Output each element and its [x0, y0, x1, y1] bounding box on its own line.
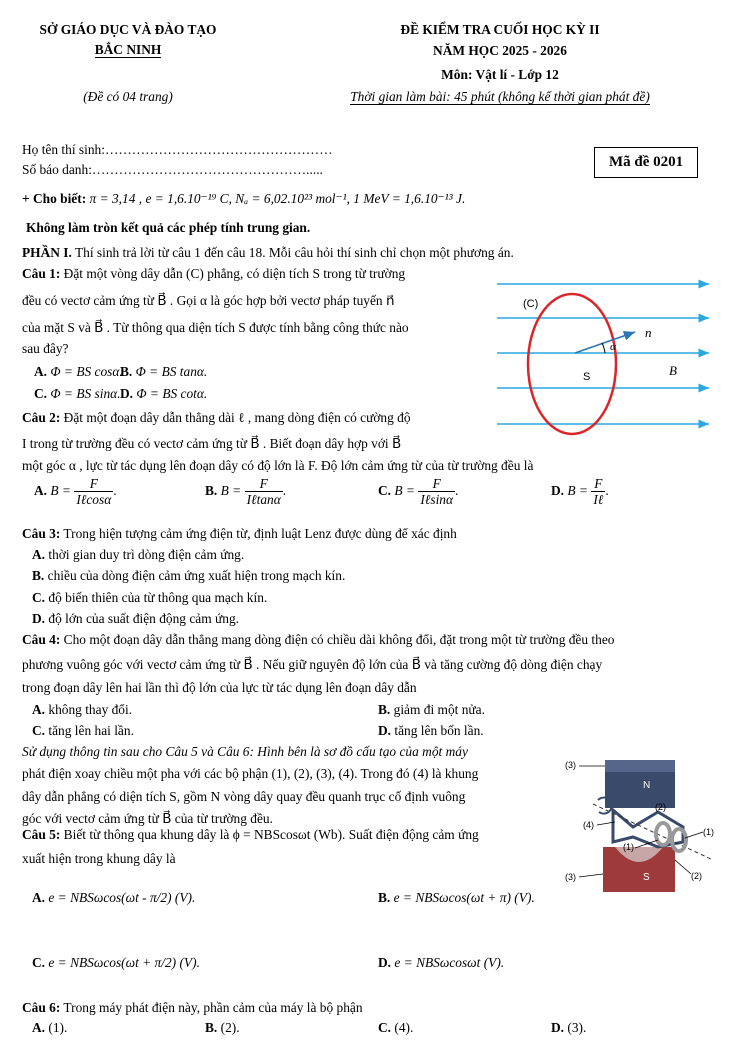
- q6-option-b[interactable]: B. (2).: [205, 1020, 240, 1035]
- q4-option-a[interactable]: A. không thay đổi.: [32, 702, 133, 717]
- label-2b: (2): [691, 871, 702, 881]
- q2-option-d[interactable]: D. B = $\frac{F}{\text{Iℓ}}$ .: [551, 476, 609, 508]
- id-field: Số báo danh:………………………………………….....: [22, 162, 323, 177]
- q1-option-c[interactable]: C. Φ = BS sinα.: [34, 386, 121, 401]
- q4-line3: trong đoạn dây lên hai lần thì độ lớn của lực từ tác dụng lên đoạn dây dẫn: [22, 680, 417, 695]
- q2-line1: Câu 2: Đặt một đoạn dây dẫn thẳng dài ℓ , mang dòng điện có cường độ: [22, 410, 411, 425]
- q2-option-c[interactable]: C. B = $\frac{F}{\text{Iℓsinα}}$ .: [378, 476, 459, 508]
- q1-option-b[interactable]: B. Φ = BS tanα.: [120, 364, 208, 379]
- field-label: B⃗: [669, 363, 688, 378]
- q6-option-c[interactable]: C. (4).: [378, 1020, 414, 1035]
- q5-line2: xuất hiện trong khung dây là: [22, 851, 176, 866]
- time-limit: Thời gian làm bài: 45 phút (không kể thời gian phát đề): [350, 89, 650, 104]
- q2-line2: I trong từ trường đều có vectơ cảm ứng từ B⃗ . Biết đoạn dây hợp với B⃗: [22, 436, 402, 451]
- q3-option-d[interactable]: D. độ lớn của suất điện động cảm ứng.: [32, 611, 239, 626]
- exam-code: Mã đề 0201: [594, 147, 698, 178]
- loop-label: (C): [523, 298, 539, 310]
- exam-title: ĐỀ KIỂM TRA CUỐI HỌC KỲ II: [400, 22, 600, 37]
- q6-option-a[interactable]: A. (1).: [32, 1020, 68, 1035]
- label-1a: (1): [703, 827, 714, 837]
- q3-stem: Câu 3: Trong hiện tượng cảm ứng điện từ, định luật Lenz được dùng để xác định: [22, 526, 457, 541]
- dept-name: SỞ GIÁO DỤC VÀ ĐÀO TẠO: [39, 22, 217, 37]
- name-field: Họ tên thí sinh:……………………………………………: [22, 142, 333, 157]
- q2-line3: một góc α , lực từ tác dụng lên đoạn dây có độ lớn là F. Độ lớn cảm ứng từ của từ trường đều là: [22, 458, 534, 473]
- q3-option-a[interactable]: A. thời gian duy trì dòng điện cảm ứng.: [32, 547, 245, 562]
- q4-option-d[interactable]: D. tăng lên bốn lần.: [378, 723, 484, 738]
- q6-option-d[interactable]: D. (3).: [551, 1020, 587, 1035]
- school-year: NĂM HỌC 2025 - 2026: [433, 43, 567, 58]
- part1-instruction: PHẦN I. Thí sinh trả lời từ câu 1 đến câu 18. Mỗi câu hỏi thí sinh chỉ chọn một phương án.: [22, 245, 514, 260]
- q1-option-a[interactable]: A. Φ = BS cosα.: [34, 364, 123, 379]
- pole-s-label: S: [643, 872, 650, 883]
- q1-line2: đều có vectơ cảm ứng từ B⃗ . Gọi α là góc hợp bởi vectơ pháp tuyến n⃗: [22, 293, 395, 308]
- page-count: (Đề có 04 trang): [83, 89, 173, 104]
- rounding-note: Không làm tròn kết quả các phép tính trung gian.: [26, 220, 311, 235]
- label-1b: (1): [623, 842, 634, 852]
- q5-option-c[interactable]: C. e = NBSωcos(ωt + π/2) (V).: [32, 955, 200, 970]
- q4-option-c[interactable]: C. tăng lên hai lần.: [32, 723, 134, 738]
- province-name: BẮC NINH: [94, 42, 162, 57]
- q3-option-c[interactable]: C. độ biến thiên của từ thông qua mạch kín.: [32, 590, 268, 605]
- label-3b: (3): [565, 872, 576, 882]
- q5-line1: Câu 5: Biết từ thông qua khung dây là ϕ = NBScosωt (Wb). Suất điện động cảm ứng: [22, 827, 479, 842]
- label-3a: (3): [565, 760, 576, 770]
- q1-line4: sau đây?: [22, 341, 69, 356]
- q1-line3: của mặt S và B⃗ . Từ thông qua diện tích S được tính bằng công thức nào: [22, 320, 409, 335]
- q3-option-b[interactable]: B. chiều của dòng điện cảm ứng xuất hiện trong mạch kín.: [32, 568, 346, 583]
- flux-diagram: [497, 276, 711, 436]
- q5-option-d[interactable]: D. e = NBSωcosωt (V).: [378, 955, 505, 970]
- shared-line3: dây dẫn phẳng có diện tích S, gồm N vòng dây quay đều quanh trục cố định vuông: [22, 789, 466, 804]
- label-4: (4): [583, 820, 594, 830]
- label-2a: (2): [655, 802, 666, 812]
- q6-stem: Câu 6: Trong máy phát điện này, phần cảm của máy là bộ phận: [22, 1000, 363, 1015]
- shared-line1: Sử dụng thông tin sau cho Câu 5 và Câu 6: Hình bên là sơ đồ cấu tạo của một máy: [22, 744, 468, 759]
- q4-line2: phương vuông góc với vectơ cảm ứng từ B⃗ . Nếu giữ nguyên độ lớn của B⃗ và tăng cường độ dòng điện chạy: [22, 657, 603, 672]
- normal-label: n⃗: [645, 325, 662, 340]
- normal-vector: [575, 332, 635, 353]
- alpha-label: α: [610, 341, 616, 353]
- pole-n-label: N: [643, 780, 651, 791]
- q5-option-b[interactable]: B. e = NBSωcos(ωt + π) (V).: [378, 890, 535, 905]
- generator-diagram: [563, 752, 723, 902]
- q4-line1: Câu 4: Cho một đoạn dây dẫn thẳng mang dòng điện có chiều dài không đổi, đặt trong một từ trường đều theo: [22, 632, 615, 647]
- q4-option-b[interactable]: B. giảm đi một nửa.: [378, 702, 485, 717]
- loop-c: [528, 294, 616, 434]
- q5-option-a[interactable]: A. e = NBSωcos(ωt - π/2) (V).: [32, 890, 196, 905]
- shared-line4: góc với vectơ cảm ứng từ B⃗ của từ trường đều.: [22, 811, 273, 826]
- q2-option-a[interactable]: A. B = $\frac{F}{\text{Iℓcosα}}$ .: [34, 476, 117, 508]
- shared-line2: phát điện xoay chiều một pha với các bộ phận (1), (2), (3), (4). Trong đó (4) là khung: [22, 766, 479, 781]
- q1-line1: Câu 1: Đặt một vòng dây dẫn (C) phẳng, có diện tích S trong từ trường: [22, 266, 406, 281]
- q2-option-b[interactable]: B. B = $\frac{F}{\text{Iℓtanα}}$ .: [205, 476, 287, 508]
- given-constants: + Cho biết: π = 3,14 , e = 1,6.10⁻¹⁹ C, Nₐ = 6,02.10²³ mol⁻¹, 1 MeV = 1,6.10⁻¹³ J.: [22, 191, 466, 206]
- q1-option-d[interactable]: D. Φ = BS cotα.: [120, 386, 208, 401]
- area-label: S: [583, 371, 591, 383]
- subject: Môn: Vật lí - Lớp 12: [441, 67, 559, 82]
